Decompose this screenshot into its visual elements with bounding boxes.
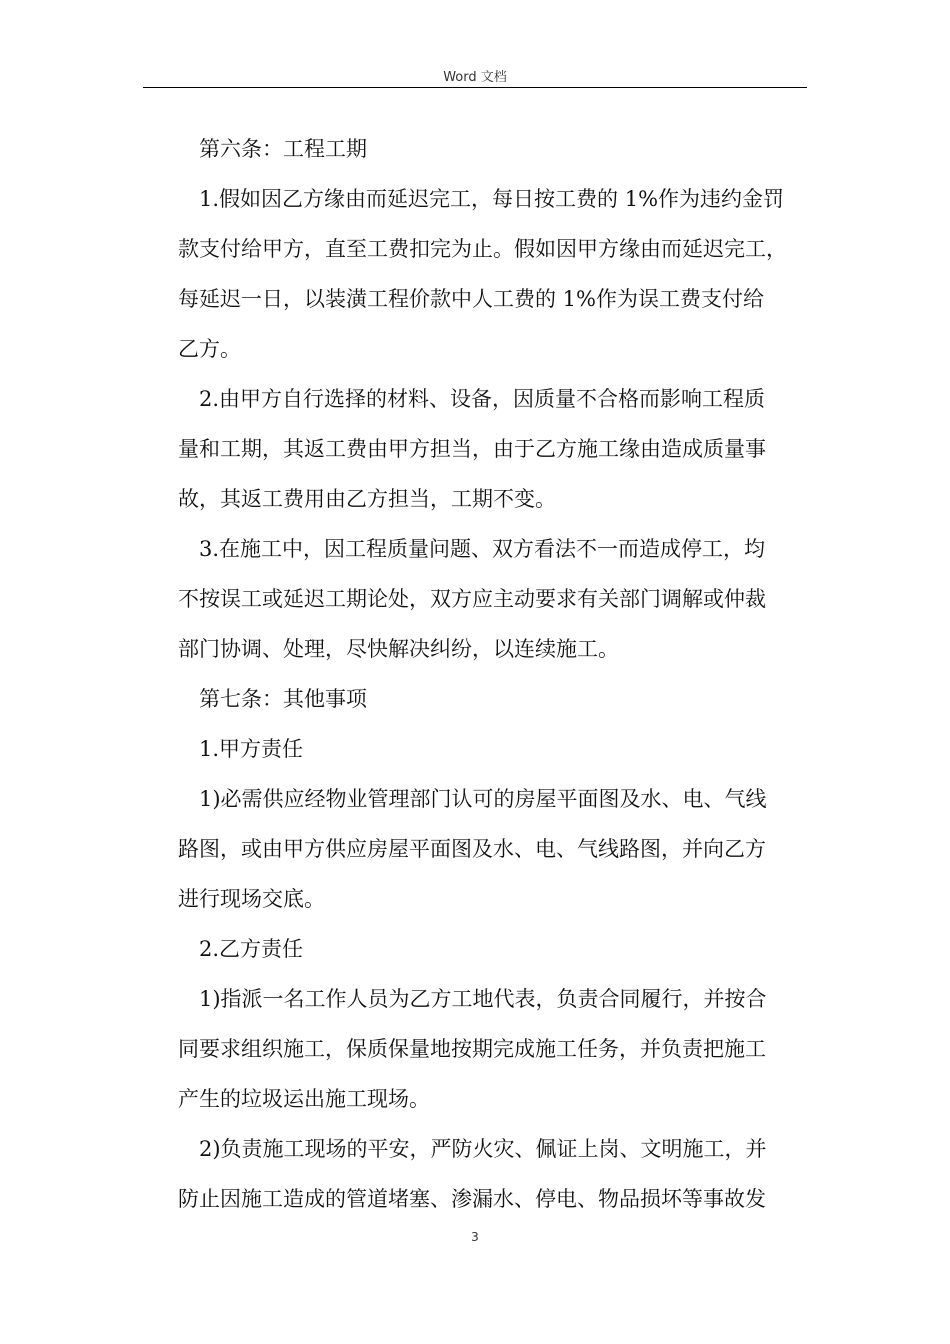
article-6-clause-2: 2.由甲方自行选择的材料、设备，因质量不合格而影响工程质 量和工期，其返工费由甲方担当，由于乙方施工缘由造成质量事 故，其返工费用由乙方担当，工期不变。 bbox=[178, 387, 766, 511]
party-b-item-1: 1)指派一名工作人员为乙方工地代表，负责合同履行，并按合 同要求组织施工，保质保量地按期完成施工任务，并负责把施工 产生的垃圾运出施工现场。 bbox=[178, 987, 767, 1111]
party-a-item-1: 1)必需供应经物业管理部门认可的房屋平面图及水、电、气线 路图，或由甲方供应房屋平面图及水、电、气线路图，并向乙方 进行现场交底。 bbox=[178, 787, 767, 911]
party-a-heading: 1.甲方责任 bbox=[199, 737, 304, 761]
article-6-clause-3: 3.在施工中，因工程质量问题、双方看法不一而造成停工，均 不按误工或延迟工期论处，双方应主动要求有关部门调解或仲裁 部门协调、处理，尽快解决纠纷，以连续施工。 bbox=[178, 537, 766, 661]
page-header: Word 文档 bbox=[443, 70, 507, 85]
article-7-heading: 第七条：其他事项 bbox=[199, 687, 367, 711]
document-body bbox=[178, 124, 808, 1224]
header-divider bbox=[143, 87, 807, 88]
party-b-item-2: 2)负责施工现场的平安，严防火灾、佩证上岗、文明施工，并 防止因施工造成的管道堵塞、渗漏水、停电、物品损坏等事故发 bbox=[178, 1137, 767, 1211]
article-6-heading: 第六条：工程工期 bbox=[199, 137, 367, 161]
page-number: 3 bbox=[471, 1230, 479, 1244]
party-b-heading: 2.乙方责任 bbox=[199, 937, 304, 961]
article-6-clause-1: 1.假如因乙方缘由而延迟完工，每日按工费的 1%作为违约金罚 款支付给甲方，直至工费扣完为止。假如因甲方缘由而延迟完工， 每延迟一日，以装潢工程价款中人工费的 1%作为误工费支付给 乙方。 bbox=[178, 187, 787, 361]
